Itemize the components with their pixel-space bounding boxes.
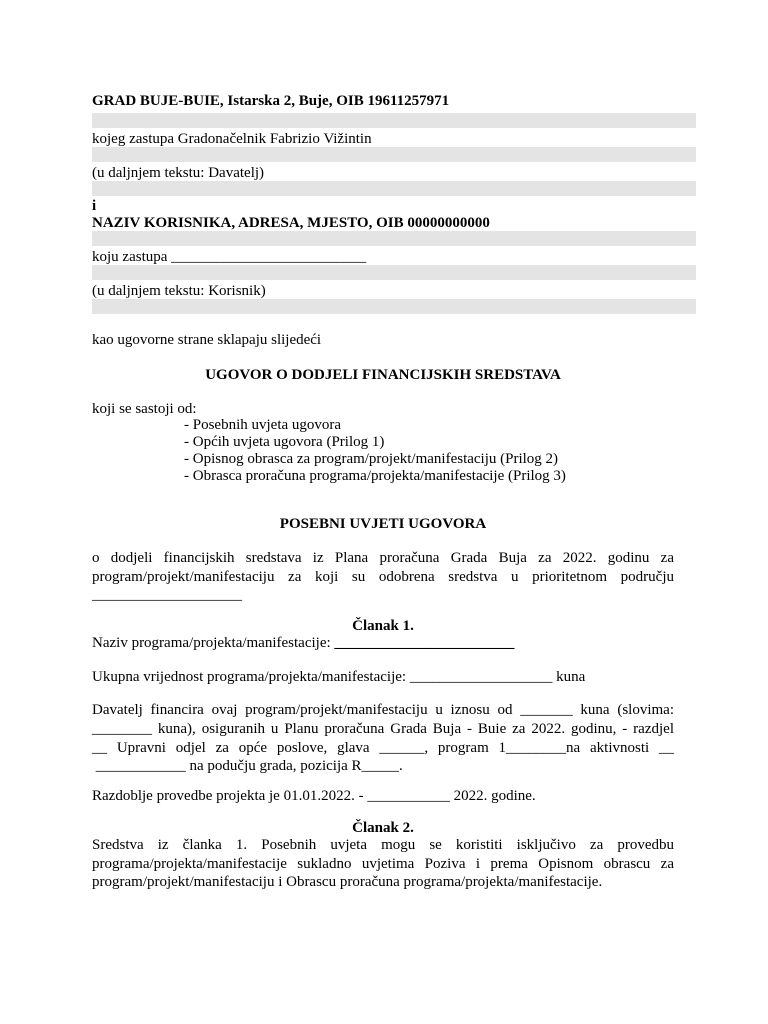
list-item: - Opisnog obrasca za program/projekt/manifestaciju (Prilog 2) — [184, 451, 559, 467]
field-band — [92, 299, 696, 314]
preamble-line: program/projekt/manifestaciju za koji su odobrena sredstva u prioritetnom području — [92, 569, 674, 585]
intro-text: kao ugovorne strane sklapaju slijedeći — [92, 332, 322, 348]
grantor-line: GRAD BUJE-BUIE, Istarska 2, Buje, OIB 19611257971 — [92, 93, 450, 109]
program-name-blank: ________________________ — [334, 635, 515, 651]
article-2-title: Članak 2. — [352, 820, 414, 836]
article-2-line: programa/projekta/manifestacije sukladno uvjetima Poziva i prema Opisnom obrascu za — [92, 856, 674, 872]
program-name-row — [92, 634, 514, 652]
conjunction: i — [92, 198, 97, 214]
list-item: - Općih uvjeta ugovora (Prilog 1) — [184, 434, 385, 450]
field-band — [92, 147, 696, 162]
funding-line: Davatelj financira ovaj program/projekt/manifestaciju u iznosu od _______ kuna (slovima: — [92, 702, 674, 718]
article-1-title: Članak 1. — [352, 618, 414, 634]
consists-of-label: koji se sastoji od: — [92, 401, 197, 417]
field-band — [92, 231, 696, 246]
funding-line: __ Upravni odjel za opće poslove, glava ______, program 1________na aktivnosti __ — [92, 740, 674, 756]
article-2-line: program/projekt/manifestaciju i Obrascu proračuna programa/projekta/manifestacije. — [92, 874, 603, 890]
field-band — [92, 181, 696, 196]
preamble-line: o dodjeli financijskih sredstava iz Plana proračuna Grada Buja za 2022. godinu za — [92, 550, 674, 566]
article-2-line: Sredstva iz članka 1. Posebnih uvjeta mogu se koristiti isključivo za provedbu — [92, 837, 674, 853]
field-band — [92, 265, 696, 280]
grantor-alias: (u daljnjem tekstu: Davatelj) — [92, 165, 265, 181]
recipient-representative: koju zastupa __________________________ — [92, 249, 367, 265]
grantor-representative: kojeg zastupa Gradonačelnik Fabrizio Vižintin — [92, 131, 372, 147]
contract-title: UGOVOR O DODJELI FINANCIJSKIH SREDSTAVA — [205, 367, 561, 383]
recipient-line: NAZIV KORISNIKA, ADRESA, MJESTO, OIB 00000000000 — [92, 215, 490, 231]
period-line: Razdoblje provedbe projekta je 01.01.2022. - ___________ 2022. godine. — [92, 788, 536, 804]
list-item: - Posebnih uvjeta ugovora — [184, 417, 342, 433]
recipient-alias: (u daljnjem tekstu: Korisnik) — [92, 283, 266, 299]
special-conditions-title: POSEBNI UVJETI UGOVORA — [279, 516, 487, 532]
list-item: - Obrasca proračuna programa/projekta/manifestacije (Prilog 3) — [184, 468, 566, 484]
funding-line: ________ kuna), osiguranih u Planu proračuna Grada Buja - Buie za 2022. godinu, - razdjel — [92, 721, 674, 737]
funding-line: ____________ na podučju grada, pozicija R_____. — [92, 758, 403, 774]
program-name-label: Naziv programa/projekta/manifestacije: — [92, 635, 335, 651]
preamble-blank: ____________________ — [92, 587, 242, 603]
field-band — [92, 113, 696, 128]
total-value-line: Ukupna vrijednost programa/projekta/manifestacije: ___________________ kuna — [92, 669, 586, 685]
